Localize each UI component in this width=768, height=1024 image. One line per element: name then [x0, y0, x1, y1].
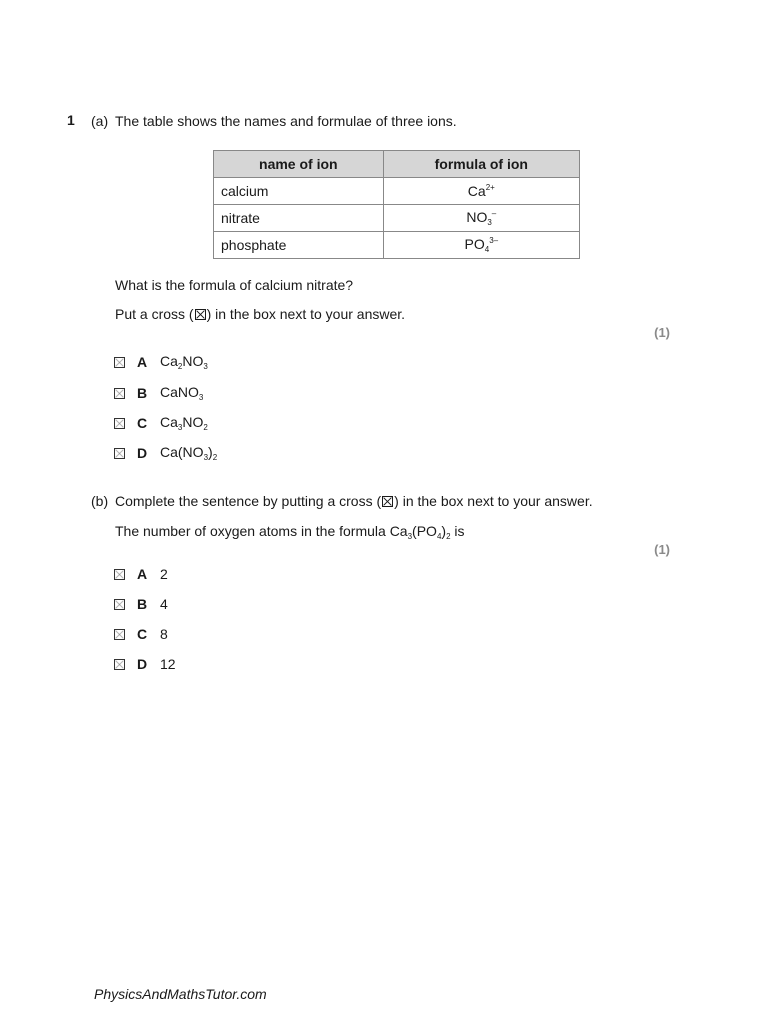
header-name-of-ion: name of ion — [214, 151, 384, 178]
ion-name: nitrate — [214, 205, 384, 232]
ion-formula: $PO_4^{3-}$ — [383, 232, 579, 259]
option-value: 2 — [160, 566, 168, 582]
part-a-instruction: Put a cross ( ) in the box next to your answer. — [115, 306, 406, 322]
footer-site-name: PhysicsAndMathsTutor.com — [94, 986, 267, 1002]
ion-name: phosphate — [214, 232, 384, 259]
part-a-marks: (1) — [654, 325, 670, 340]
option-c-row — [114, 414, 208, 432]
option-letter: A — [137, 566, 148, 582]
option-letter: B — [137, 596, 148, 612]
table-row — [214, 178, 580, 205]
option-letter: C — [137, 415, 148, 431]
answer-checkbox[interactable] — [114, 659, 125, 670]
ion-formula: $NO_3^-$ — [383, 205, 579, 232]
part-a-intro: The table shows the names and formulae of three ions. — [115, 113, 457, 129]
part-a-prompt: What is the formula of calcium nitrate? — [115, 277, 354, 293]
part-b-sentence: The number of oxygen atoms in the formula $Ca_3(PO_4)_2$ is — [115, 523, 465, 541]
answer-checkbox[interactable] — [114, 448, 125, 459]
ion-name: calcium — [214, 178, 384, 205]
part-b-marks: (1) — [654, 542, 670, 557]
ions-table — [213, 150, 580, 259]
option-formula: CaNO$_3$ — [160, 384, 204, 402]
part-a-label: (a) — [91, 113, 109, 129]
option-letter: B — [137, 385, 148, 401]
answer-checkbox[interactable] — [114, 418, 125, 429]
option-formula: $Ca_2NO_3$ — [160, 353, 208, 371]
crossed-box-icon — [195, 309, 206, 320]
option-d-row — [114, 655, 176, 673]
option-c-row — [114, 625, 168, 643]
part-b-label: (b) — [91, 493, 109, 509]
option-a-row — [114, 353, 208, 371]
option-formula: $Ca(NO_3)_2$ — [160, 444, 218, 462]
option-b-row — [114, 595, 168, 613]
answer-checkbox[interactable] — [114, 569, 125, 580]
option-letter: D — [137, 445, 148, 461]
option-value: 8 — [160, 626, 168, 642]
option-letter: C — [137, 626, 148, 642]
option-value: 4 — [160, 596, 168, 612]
answer-checkbox[interactable] — [114, 388, 125, 399]
option-d-row — [114, 444, 217, 462]
table-row — [214, 205, 580, 232]
question-number: 1 — [67, 112, 75, 128]
answer-checkbox[interactable] — [114, 599, 125, 610]
option-b-row — [114, 384, 203, 402]
option-letter: D — [137, 656, 148, 672]
answer-checkbox[interactable] — [114, 629, 125, 640]
option-value: 12 — [160, 656, 176, 672]
crossed-box-icon — [382, 496, 393, 507]
answer-checkbox[interactable] — [114, 357, 125, 368]
ion-formula: $Ca^{2+}$ — [383, 178, 579, 205]
option-formula: $Ca_3NO_2$ — [160, 414, 208, 432]
header-formula-of-ion: formula of ion — [383, 151, 579, 178]
part-b-instruction: Complete the sentence by putting a cross ( ) in the box next to your answer. — [115, 493, 593, 509]
option-a-row — [114, 565, 168, 583]
table-row — [214, 232, 580, 259]
option-letter: A — [137, 354, 148, 370]
